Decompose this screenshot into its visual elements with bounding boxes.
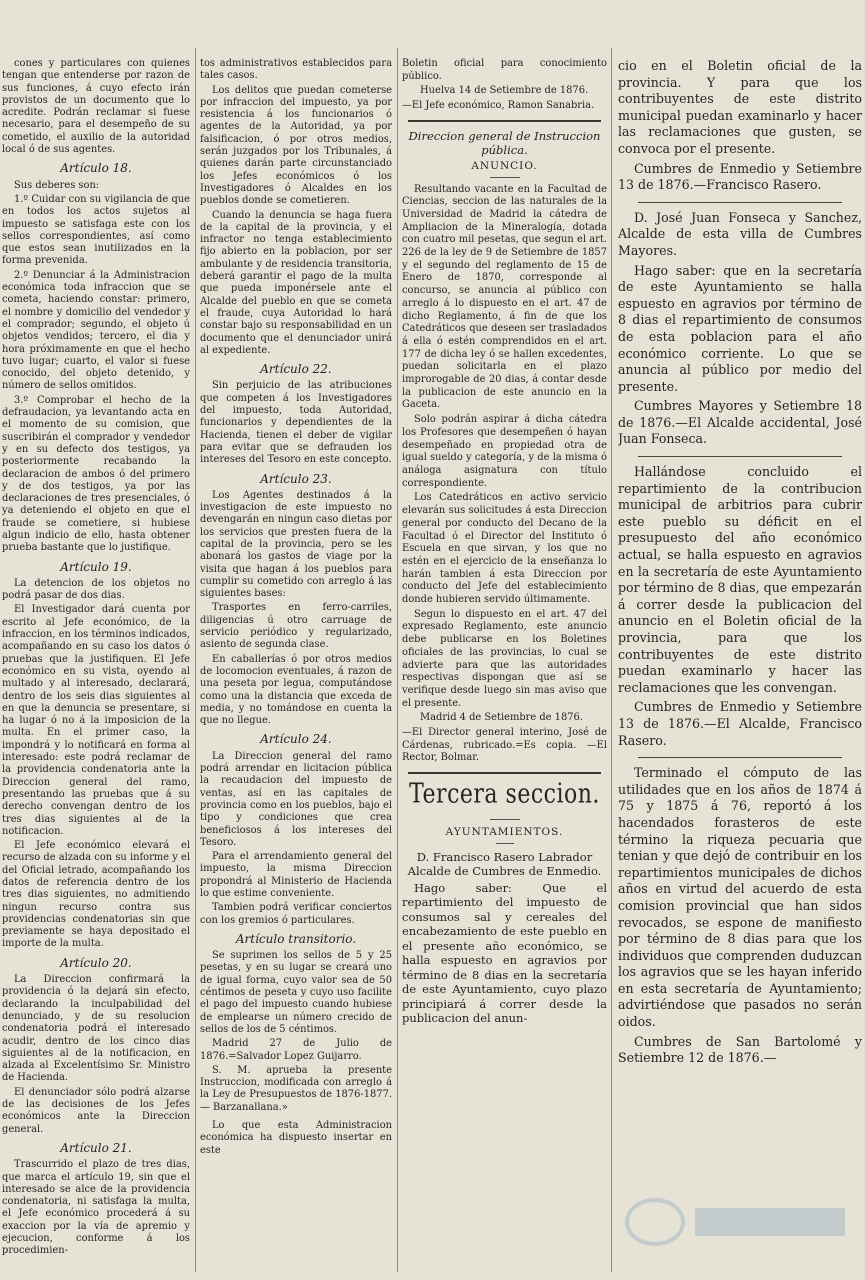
paragraph: Solo podrán aspirar á dicha cátedra los Profesores que desempeñen ó hayan desempeñado en propiedad otra de igual sueldo y categoría, y de la misma ó análoga asignatura con título correspondiente.: [402, 414, 607, 489]
paragraph: S. M. aprueba la presente Instruccion, modificada con arreglo á la Ley de Presupuestos de 1876-1877.— Barzanallana.»: [200, 1064, 392, 1113]
paragraph: Los Catedráticos en activo servicio elevarán sus solicitudes á esta Direccion general por conducto del Decano de la Facultad ó el Director del Instituto ó Escuela en que sirvan, y los que no estén en el ejercicio de la enseñanza lo harán tambien á esta Direccion por conducto del Jefe del establecimiento donde hubieren servido últimamente.: [402, 492, 607, 606]
paragraph: Resultando vacante en la Facultad de Ciencias, seccion de las naturales de la Universidad de Madrid la cátedra de Ampliacion de la Mineralogía, dotada con cuatro mil pesetas, que segun el art. 226 de la ley de 9 de Setiembre de 1857 y el segundo del reglamento de 15 de Enero de 1870, corresponde al concurso, se anuncia al público con arreglo á lo dispuesto en el art. 47 de dicho Reglamento, á fin de que los Catedráticos que deseen ser trasladados á ella ó estén comprendidos en el art. 177 de dicha ley ó se hallen excedentes, puedan solicitarla en el plazo improrogable de 20 dias, á contar desde la publicacion de este anuncio en la Gaceta.: [402, 183, 607, 411]
column-2: [200, 58, 392, 1266]
signature: Cumbres Mayores y Setiembre 18 de 1876.—El Alcalde accidental, José Juan Fonseca.: [618, 398, 862, 447]
article-23-heading: Artículo 23.: [260, 471, 332, 486]
column-4: [618, 58, 862, 1266]
section-title: Tercera seccion.: [409, 778, 600, 811]
paragraph: Los delitos que puedan cometerse por infraccion del impuesto, ya por resistencia á los funcionarios ó agentes de la Autoridad, ya por falsificacion, ó por otros medios, serán juzgados por los Tribunales, á quienes darán parte circunstanciado los Jefes económicos ó los Investigadores ó Alcaldes en los pueblos donde se cometieren.: [200, 84, 392, 207]
paragraph: Los Agentes destinados á la investigacion de este impuesto no devengarán en ningun caso dietas por los servicios que presten fuera de la capital de la provincia, pero se les abonará los gastos de viage por la visita que hagan á los pueblos para cumplir su cometido con arreglo á las siguientes bases:: [200, 489, 392, 600]
paragraph: Segun lo dispuesto en el art. 47 del expresado Reglamento, este anuncio debe publicarse en los Boletines oficiales de las provincias, lo cual se advierte para que las autoridades respectivas dispongan que así se verifique desde luego sin mas aviso que el presente.: [402, 608, 607, 709]
paragraph: cio en el Boletin oficial de la provincia. Y para que los contribuyentes de este distrito municipal puedan examinarlo y hacer las reclamaciones que gusten, se convoca por el presente.: [618, 58, 862, 156]
paragraph: D. José Juan Fonseca y Sanchez, Alcalde de esta villa de Cumbres Mayores.: [618, 209, 862, 258]
article-21-heading: Artículo 21.: [60, 1140, 132, 1155]
divider: [638, 456, 842, 457]
signature: Cumbres de San Bartolomé y Setiembre 12 de 1876.—: [618, 1033, 862, 1066]
column-1: [2, 58, 190, 1266]
library-watermark-icon: [615, 1192, 859, 1252]
column-rule: [195, 48, 196, 1272]
article-18-heading: Artículo 18.: [60, 161, 132, 176]
paragraph: Tambien podrá verificar conciertos con los gremios ó particulares.: [200, 902, 392, 926]
paragraph: En caballerías ó por otros medios de locomocion eventuales, á razon de una peseta por legua, computándose como una la distancia que exceda de media, y no tomándose en cuenta la que no llegue.: [200, 653, 392, 727]
paragraph: 3.º Comprobar el hecho de la defraudacion, ya levantando acta en el momento de su comision, que suscribirán el comprador y vendedor y en su defecto dos testigos, ya posteriormente recabando la declaracion de ambos ó del primero y de dos testigos, ya por las declaraciones de tres presenciales, ó ya deteniendo el objeto en que el fraude se cometiere, si hubiese algun indicio de ello, hasta obtener prueba bastante que lo justifique.: [2, 394, 190, 554]
section-heading: Direccion general de Instruccion pública.: [408, 128, 601, 157]
signature: Cumbres de Enmedio y Setiembre 13 de 1876.—Francisco Rasero.: [618, 160, 862, 193]
column-rule: [611, 48, 612, 1272]
article-24-heading: Artículo 24.: [260, 732, 332, 747]
divider: [490, 177, 520, 178]
section-rule: [408, 120, 601, 122]
divider: [496, 843, 514, 844]
paragraph: Hago saber: que en la secretaría de este Ayuntamiento se halla espuesto en agravios por término de 8 dias el repartimiento de consumos de esta poblacion para el año económico corriente. Lo que se anuncia al público por medio del presente.: [618, 262, 862, 394]
signature: Cumbres de Enmedio y Setiembre 13 de 1876.—El Alcalde, Francisco Rasero.: [618, 699, 862, 748]
article-22-heading: Artículo 22.: [260, 362, 332, 377]
divider: [490, 819, 520, 820]
article-20-heading: Artículo 20.: [60, 955, 132, 970]
paragraph: La Direccion confirmará la providencia ó la dejará sin efecto, declarando la inculpabilidad del denunciado, y de su resolucion condenatoria podrá el interesado acudir, dentro de los cinco dias siguientes al de la notificacion, en alzada al Excelentísimo Sr. Ministro de Hacienda.: [2, 974, 190, 1084]
paragraph: Hallándose concluido el repartimiento de la contribucion municipal de arbitrios para cubrir este pueblo su déficit en el presupuesto del año económico actual, se halla espuesto en agravios en la secretaría de este Ayuntamiento por término de 8 dias, que empezarán á correr desde la publicacion del anuncio en el Boletin oficial de la provincia, para que los contribuyentes de este distrito puedan examinarlo y hacer las reclamaciones que les convengan.: [618, 464, 862, 695]
article-19-heading: Artículo 19.: [60, 559, 132, 574]
paragraph: Se suprimen los sellos de 5 y 25 pesetas, y en su lugar se creará uno de igual forma, cuyo valor sea de 50 céntimos de peseta y cuyo uso facilite el pago del impuesto cuando hubiese de emplearse un número crecido de sellos de los de 5 céntimos.: [200, 950, 392, 1035]
paragraph: Hago saber: Que el repartimiento del impuesto de consumos sal y cereales del encabezamiento de este pueblo en el presente año económico, se halla espuesto en agravios por término de 8 dias en la secretaría de este Ayuntamiento, cuyo plazo principiará á correr desde la publicacion del anun-: [402, 880, 607, 1026]
paragraph: Trasportes en ferro-carriles, diligencias ú otro carruage de servicio periódico y regularizado, asiento de segunda clase.: [200, 602, 392, 651]
paragraph: cones y particulares con quienes tengan que entenderse por razon de sus funciones, á cuyo efecto irán provistos de un documento que lo acredite. Podrán reclamar si fuese necesario, para el desempeño de su cometido, el auxilio de la autoridad local ó de sus agentes.: [2, 58, 190, 156]
signature-name: —El Jefe económico, Ramon Sanabria.: [402, 100, 595, 112]
transitional-article-heading: Artículo transitorio.: [235, 931, 357, 946]
paragraph: Madrid 27 de Julio de 1876.=Salvador Lopez Guijarro.: [200, 1038, 392, 1062]
paragraph: Sin perjuicio de las atribuciones que competen á los Investigadores del impuesto, toda Autoridad, funcionarios y dependientes de la Hacienda, tienen el deber de vigilar para evitar que se defrauden los intereses del Tesoro en este concepto.: [200, 380, 392, 466]
paragraph: Boletin oficial para conocimiento público.: [402, 58, 607, 82]
signature-date: Madrid 4 de Setiembre de 1876.: [420, 712, 583, 724]
column-3: [402, 58, 607, 1266]
divider: [638, 757, 842, 758]
paragraph: tos administrativos establecidos para tales casos.: [200, 58, 392, 82]
paragraph: Trascurrido el plazo de tres dias, que marca el artículo 19, sin que el interesado se alce de la providencia condenatoria, ni satisfaga la multa, el Jefe económico procederá á su exaccion por la vía de apremio y ejecucion, conforme á los procedimien-: [2, 1159, 190, 1257]
paragraph: La Direccion general del ramo podrá arrendar en licitacion pública la recaudacion del impuesto de ventas, así en las capitales de provincia como en los pueblos, bajo el tipo y condiciones que crea beneficiosos á los intereses del Tesoro.: [200, 750, 392, 848]
signature-name: —El Director general interino, José de Cárdenas, rubricado.=Es copia. —El Rector, Bolmar.: [402, 727, 607, 764]
paragraph: Terminado el cómputo de las utilidades que en los años de 1874 á 75 y 1875 á 76, reportó á los hacendados forasteros de este término la riqueza pecuaria que tenian y que dejó de contribuir en los repartimientos municipales de dichos años en virtud del acuerdo de esta comision provincial que han sidos revocados, se espone de manifiesto por término de 8 dias para que los individuos que comprenden duduzcan los agravios que se les hayan inferido en esta secretaría de Ayuntamiento; advirtiéndose que pasados no serán oidos.: [618, 765, 862, 1030]
paragraph: El Investigador dará cuenta por escrito al Jefe económico, de la infraccion, en los términos indicados, acompañando en su caso los datos ó pruebas que la justifiquen. El Jefe económico en su vista, oyendo al multado y al interesado, declarará, dentro de los seis dias siguientes al en que la denuncia se presentare, si ha lugar ó no á la imposicion de la multa. En el primer caso, la impondrá y lo notificará en forma al interesado: este podrá reclamar de la providencia condenatoria ante la Direccion general del ramo, presentando las pruebas que á su derecho convengan dentro de los tres dias siguientes al de la notificacion.: [2, 604, 190, 837]
signature-date: Huelva 14 de Setiembre de 1876.: [420, 85, 589, 97]
paragraph: 1.º Cuidar con su vigilancia de que en todos los actos sujetos al impuesto se satisfaga este con los sellos correspondientes, así como que estos sean inutilizados en la forma prevenida.: [2, 193, 190, 267]
paragraph: La detencion de los objetos no podrá pasar de dos dias.: [2, 577, 190, 602]
paragraph: D. Francisco Rasero Labrador Alcalde de Cumbres de Enmedio.: [407, 849, 602, 879]
paragraph: El denunciador sólo podrá alzarse de las decisiones de los Jefes económicos ante la Direccion general.: [2, 1086, 190, 1135]
subsection-heading: AYUNTAMIENTOS.: [445, 826, 564, 839]
column-rule: [397, 48, 398, 1272]
paragraph: Para el arrendamiento general del impuesto, la misma Direccion propondrá al Ministerio de Hacienda lo que estime conveniente.: [200, 851, 392, 899]
announcement-heading: ANUNCIO.: [471, 159, 538, 172]
paragraph: Cuando la denuncia se haga fuera de la capital de la provincia, y el infractor no tenga establecimiento fijo abierto en la poblacion, por ser ambulante y de residencia transitoria, deberá garantir el pago de la multa que pueda imponérsele ante el Alcalde del pueblo en que se cometa el fraude, cuya Autoridad lo hará constar bajo su responsabilidad en un documento que el denunciador unirá al expediente.: [200, 209, 392, 356]
paragraph: El Jefe económico elevará el recurso de alzada con su informe y el del Oficial letrado, acompañando los datos de referencia dentro de los tres dias siguientes, no admitiendo ningun recurso contra sus providencias condenatorias sin que previamente se haya depositado el importe de la multa.: [2, 840, 190, 950]
divider: [638, 202, 842, 203]
paragraph: Sus deberes son:: [14, 179, 100, 191]
paragraph: 2.º Denunciar á la Administracion económica toda infraccion que se cometa, haciendo constar: primero, el nombre y domicilio del vendedor y el comprador; segundo, el objeto ú objetos vendidos; tercero, el dia y hora próximamente en que el hecho tuvo lugar; cuarto, el valor si fuese conocido, del objeto detenido, y número de sellos omitidos.: [2, 269, 190, 392]
section-rule: [408, 772, 601, 774]
paragraph: Lo que esta Administracion económica ha dispuesto insertar en este: [200, 1120, 392, 1156]
